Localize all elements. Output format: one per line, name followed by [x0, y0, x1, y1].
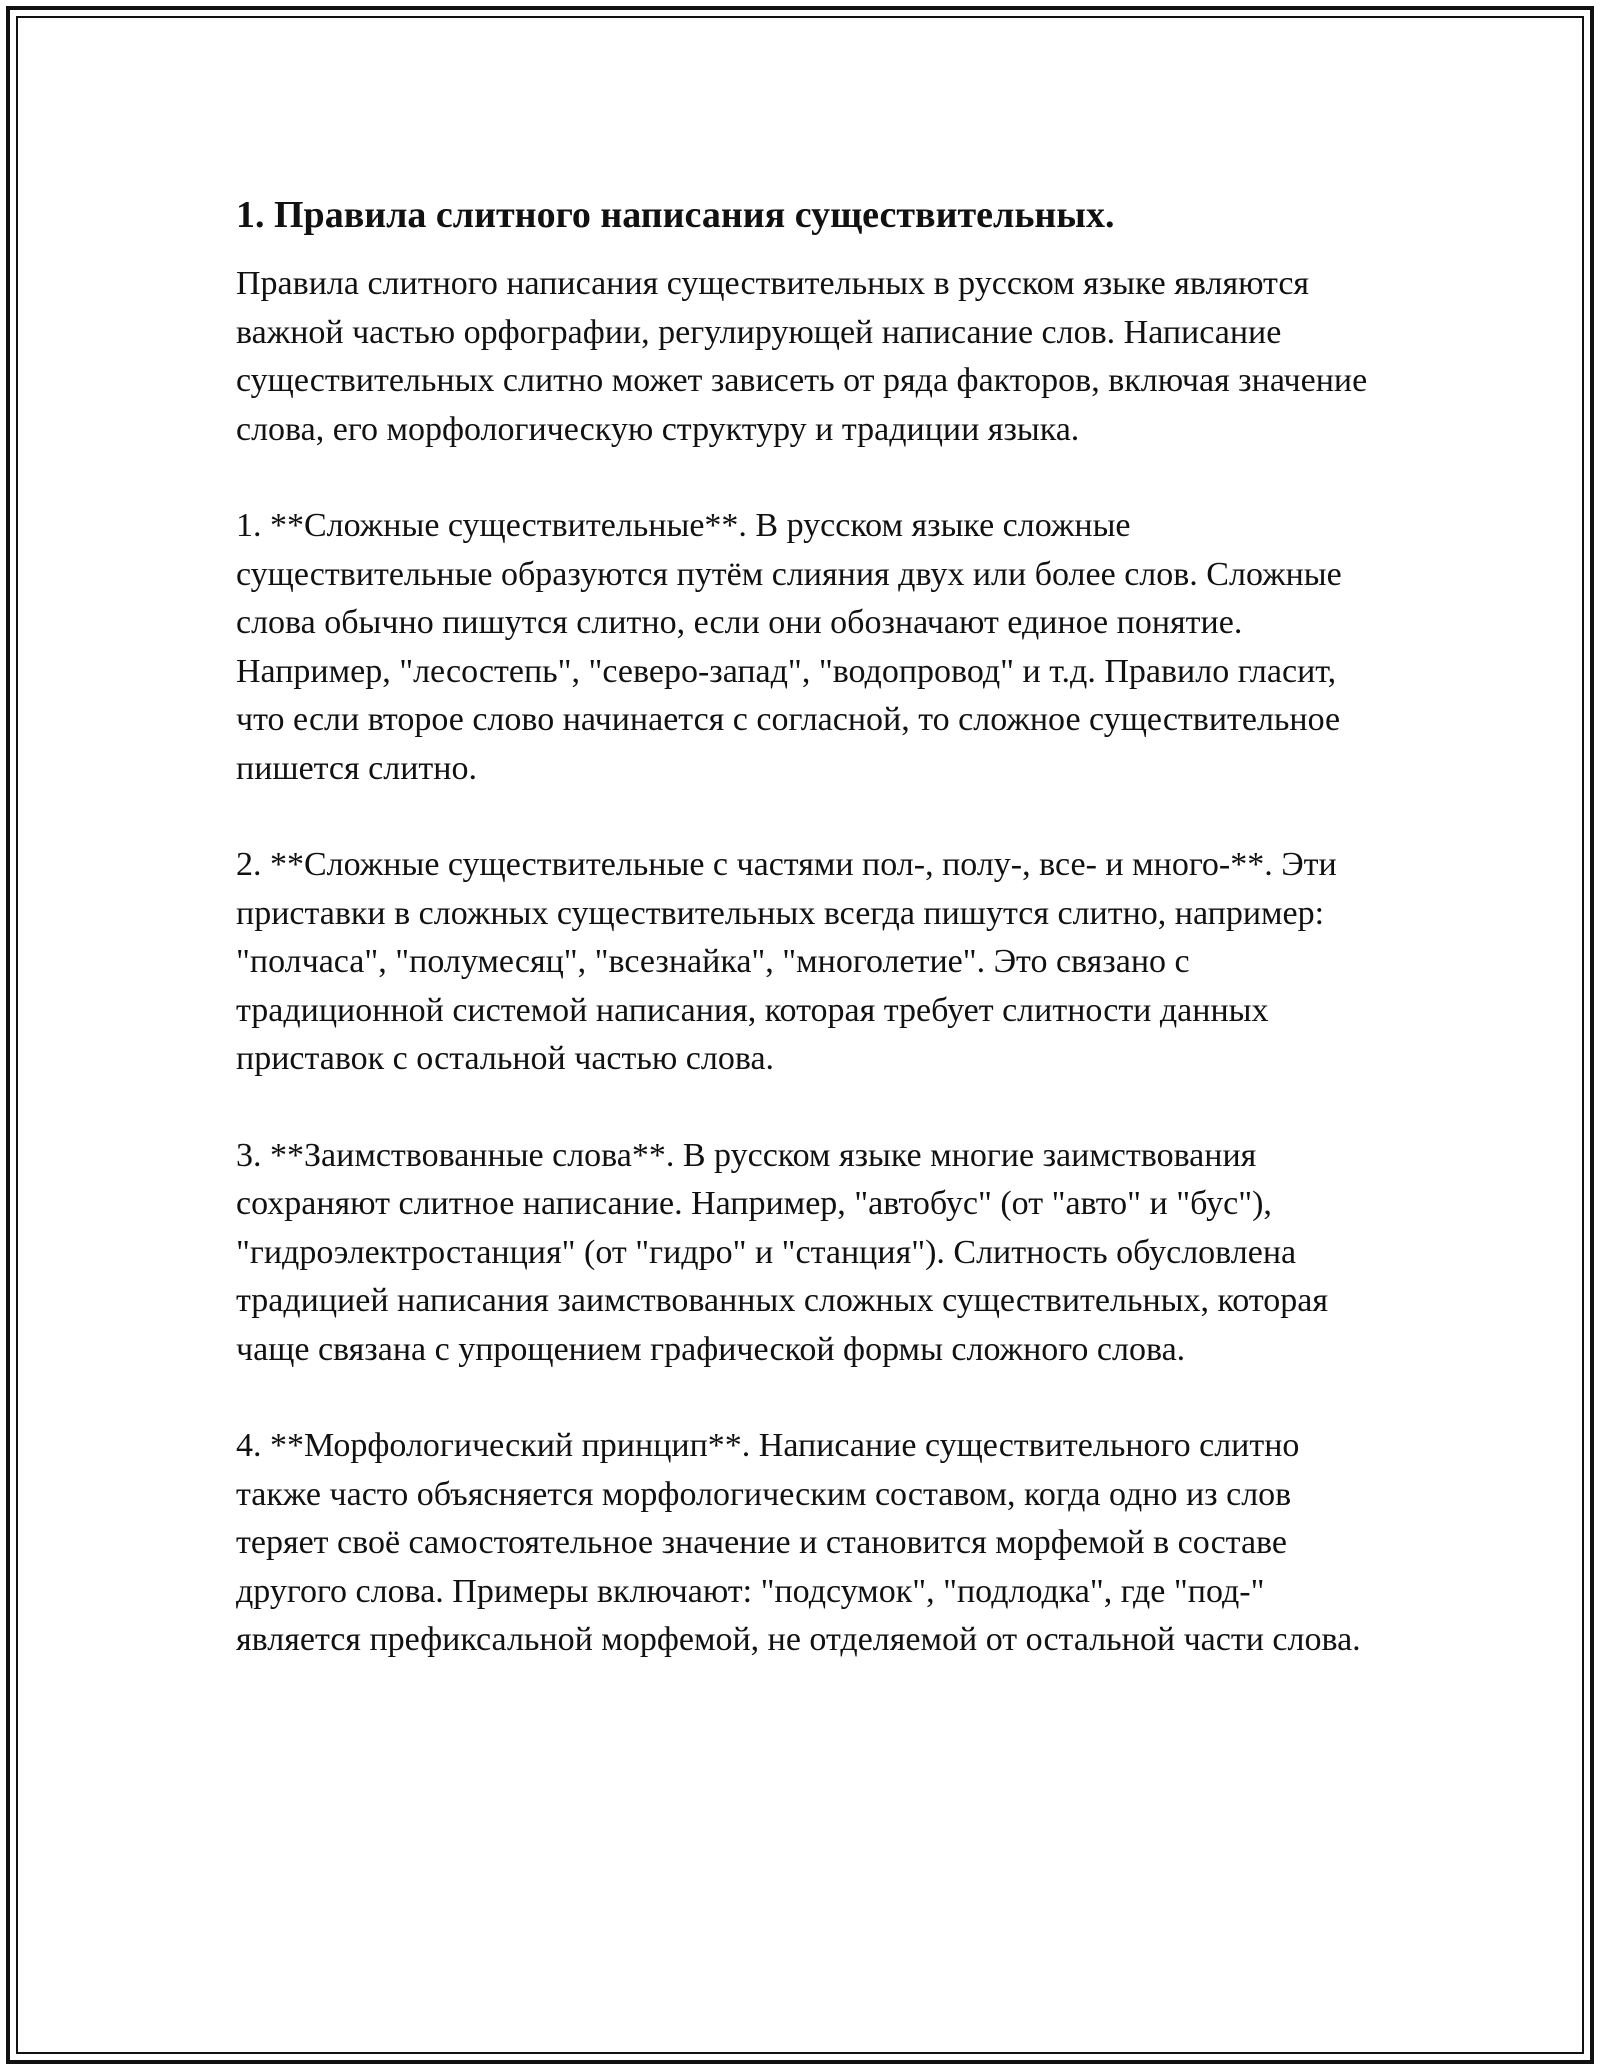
paragraph-item-2: 2. **Сложные существительные с частями пол-, полу-, все- и много-**. Эти приставки в сложных существительных всегда пишутся слитно, например: "полчаса", "полумесяц", "всезнайка", "многолетие". Это связано с традиционной системой написания, которая требует слитности данных приставок с остальной частью слова. [236, 846, 1337, 1077]
paragraph-item-1: 1. **Сложные существительные**. В русском языке сложные существительные образуются путём слияния двух или более слов. Сложные слова обычно пишутся слитно, если они обозначают единое понятие. Например, "лесостепь", "северо-запад", "водопровод" и т.д. Правило гласит, что если второе слово начинается с согласной, то сложное существительное пишется слитно. [236, 507, 1342, 787]
document-heading: 1. Правила слитного написания существительных. [236, 194, 1115, 236]
paragraph-intro: Правила слитного написания существительных в русском языке являются важной частью орфографии, регулирующей написание слов. Написание существительных слитно может зависеть от ряда факторов, включая значение слова, его морфологическую структуру и традиции языка. [236, 265, 1368, 448]
paragraph-item-4: 4. **Морфологический принцип**. Написание существительного слитно также часто объясняется морфологическим составом, когда одно из слов теряет своё самостоятельное значение и становится морфемой в составе другого слова. Примеры включают: "подсумок", "подлодка", где "под-" является префиксальной морфемой, не отделяемой от остальной части слова. [236, 1427, 1361, 1658]
document-body [236, 190, 1376, 1665]
paragraph-item-3: 3. **Заимствованные слова**. В русском языке многие заимствования сохраняют слитное написание. Например, "автобус" (от "авто" и "бус"), "гидроэлектростанция" (от "гидро" и "станция"). Слитность обусловлена традицией написания заимствованных сложных существительных, которая чаще связана с упрощением графической формы сложного слова. [236, 1136, 1328, 1368]
